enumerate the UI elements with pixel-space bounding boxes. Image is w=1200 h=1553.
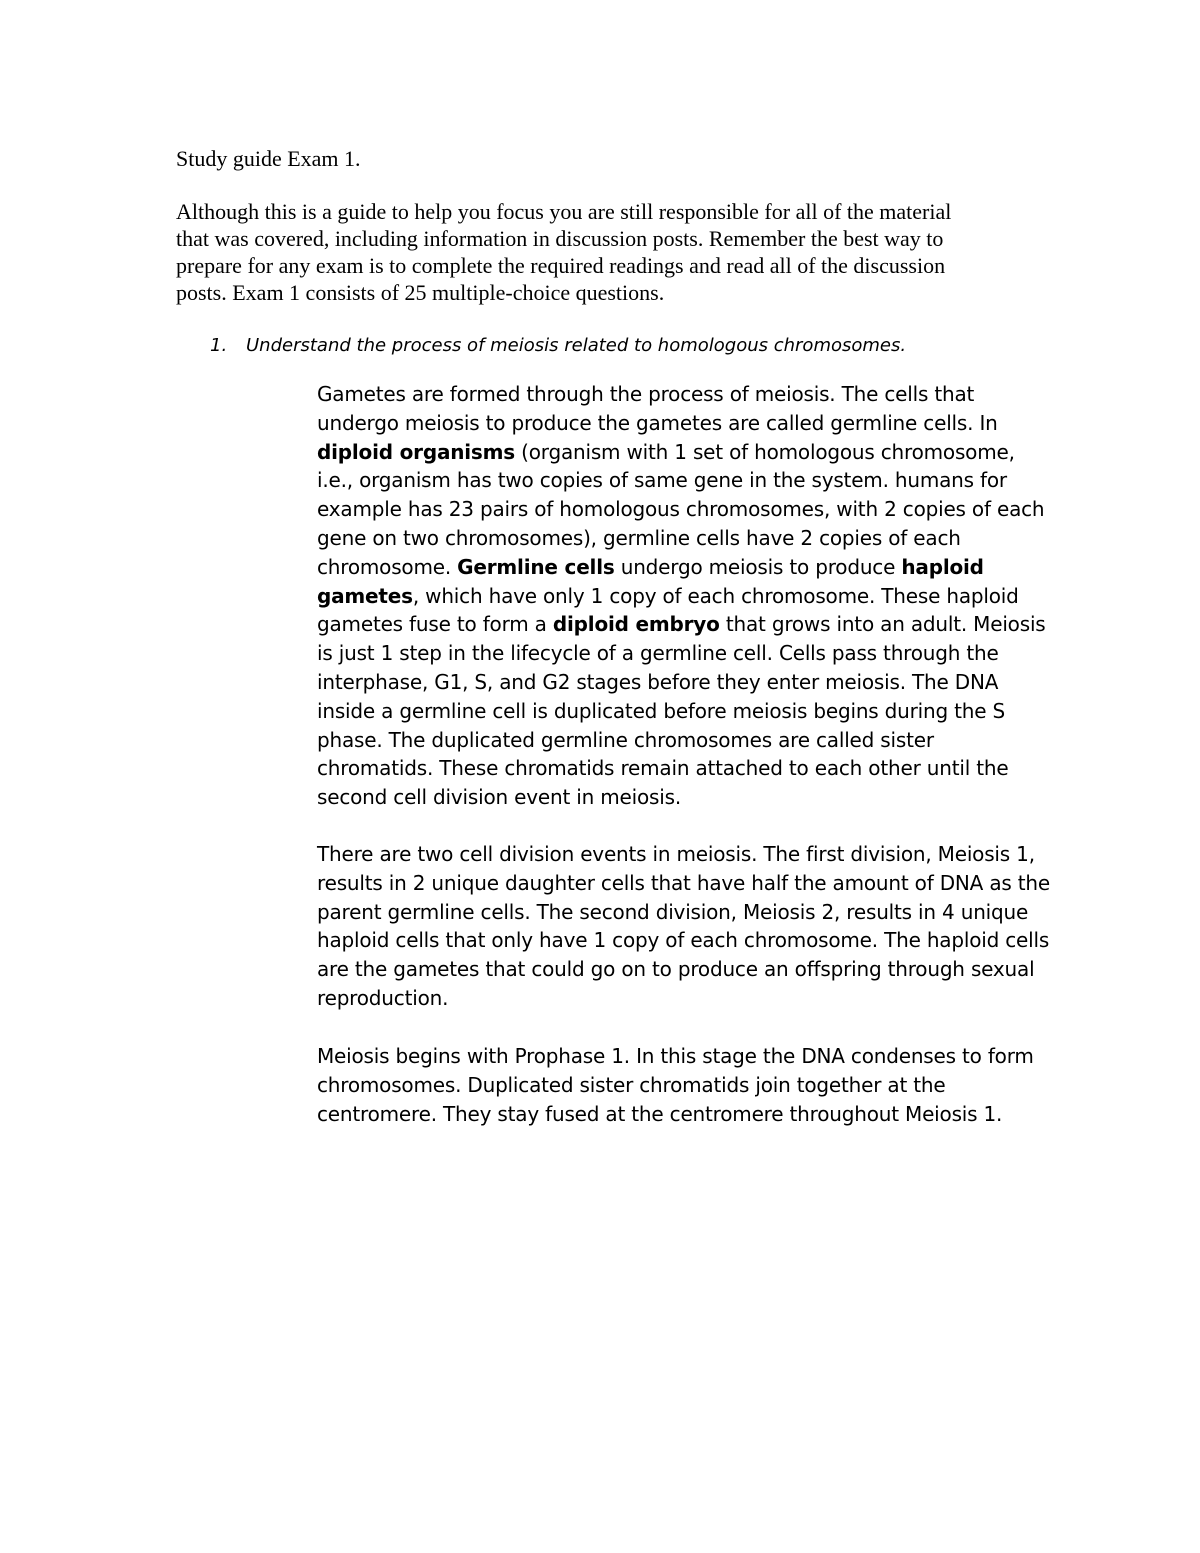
paragraph-line: phase. The duplicated germline chromosomes are called sister bbox=[317, 727, 934, 752]
paragraph-line bbox=[317, 610, 1047, 639]
intro-line: that was covered, including information in discussion posts. Remember the best way to bbox=[176, 226, 944, 251]
paragraph-line bbox=[317, 438, 1047, 467]
title-text: Study guide Exam 1. bbox=[176, 146, 361, 171]
paragraph-line: There are two cell division events in meiosis. The first division, Meiosis 1, bbox=[317, 842, 1035, 866]
paragraph-line: is just 1 step in the lifecycle of a germline cell. Cells pass through the bbox=[317, 641, 999, 666]
answer-paragraph-1 bbox=[317, 380, 1047, 812]
paragraph-line: reproduction. bbox=[317, 985, 449, 1010]
paragraph-line bbox=[317, 582, 1047, 611]
paragraph-line bbox=[317, 553, 1047, 582]
list-item-1 bbox=[210, 334, 1110, 358]
paragraph-line: undergo meiosis to produce the gametes are called germline cells. In bbox=[317, 410, 998, 435]
intro-line: Although this is a guide to help you focus you are still responsible for all of the material bbox=[176, 199, 952, 224]
intro-line: prepare for any exam is to complete the required readings and read all of the discussion bbox=[176, 253, 946, 278]
paragraph-line: results in 2 unique daughter cells that have half the amount of DNA as the bbox=[317, 870, 1050, 895]
line-text: chromosome. bbox=[317, 554, 458, 579]
paragraph-line: parent germline cells. The second division, Meiosis 2, results in 4 unique bbox=[317, 899, 1029, 924]
answer-paragraph-3 bbox=[317, 1042, 1047, 1128]
paragraph-line: are the gametes that could go on to produce an offspring through sexual bbox=[317, 957, 1035, 982]
paragraph-line: example has 23 pairs of homologous chromosomes, with 2 copies of each bbox=[317, 497, 1045, 522]
paragraph-line: chromosomes. Duplicated sister chromatids join together at the bbox=[317, 1072, 946, 1097]
paragraph-line: Gametes are formed through the process of meiosis. The cells that bbox=[317, 382, 975, 406]
answer-paragraph-2 bbox=[317, 840, 1050, 1013]
bold-term: gametes bbox=[317, 583, 413, 608]
paragraph-line: centromere. They stay fused at the centromere throughout Meiosis 1. bbox=[317, 1101, 1003, 1126]
paragraph-line: interphase, G1, S, and G2 stages before they enter meiosis. The DNA bbox=[317, 669, 999, 694]
document-title bbox=[176, 145, 1046, 172]
bold-term: haploid bbox=[901, 554, 984, 579]
paragraph-line: haploid cells that only have 1 copy of each chromosome. The haploid cells bbox=[317, 928, 1050, 953]
bold-term: Germline cells bbox=[457, 554, 615, 579]
line-text: that grows into an adult. Meiosis bbox=[719, 612, 1046, 637]
paragraph-line: inside a germline cell is duplicated before meiosis begins during the S bbox=[317, 698, 1006, 723]
list-item-text: Understand the process of meiosis related to homologous chromosomes. bbox=[246, 335, 907, 356]
list-number: 1. bbox=[210, 335, 228, 356]
paragraph-line: i.e., organism has two copies of same gene in the system. humans for bbox=[317, 468, 1007, 493]
line-text: (organism with 1 set of homologous chromosome, bbox=[514, 439, 1015, 464]
paragraph-line: gene on two chromosomes), germline cells have 2 copies of each bbox=[317, 525, 961, 550]
line-text: undergo meiosis to produce bbox=[614, 554, 902, 579]
bold-term: diploid embryo bbox=[552, 612, 720, 637]
intro-line: posts. Exam 1 consists of 25 multiple-choice questions. bbox=[176, 280, 665, 305]
line-text: , which have only 1 copy of each chromosome. These haploid bbox=[412, 583, 1019, 608]
paragraph-line: Meiosis begins with Prophase 1. In this stage the DNA condenses to form bbox=[317, 1044, 1034, 1068]
paragraph-line: second cell division event in meiosis. bbox=[317, 785, 681, 810]
line-text: gametes fuse to form a bbox=[317, 612, 553, 637]
intro-paragraph bbox=[176, 198, 1046, 306]
paragraph-line: chromatids. These chromatids remain attached to each other until the bbox=[317, 756, 1009, 781]
bold-term: diploid organisms bbox=[317, 439, 515, 464]
